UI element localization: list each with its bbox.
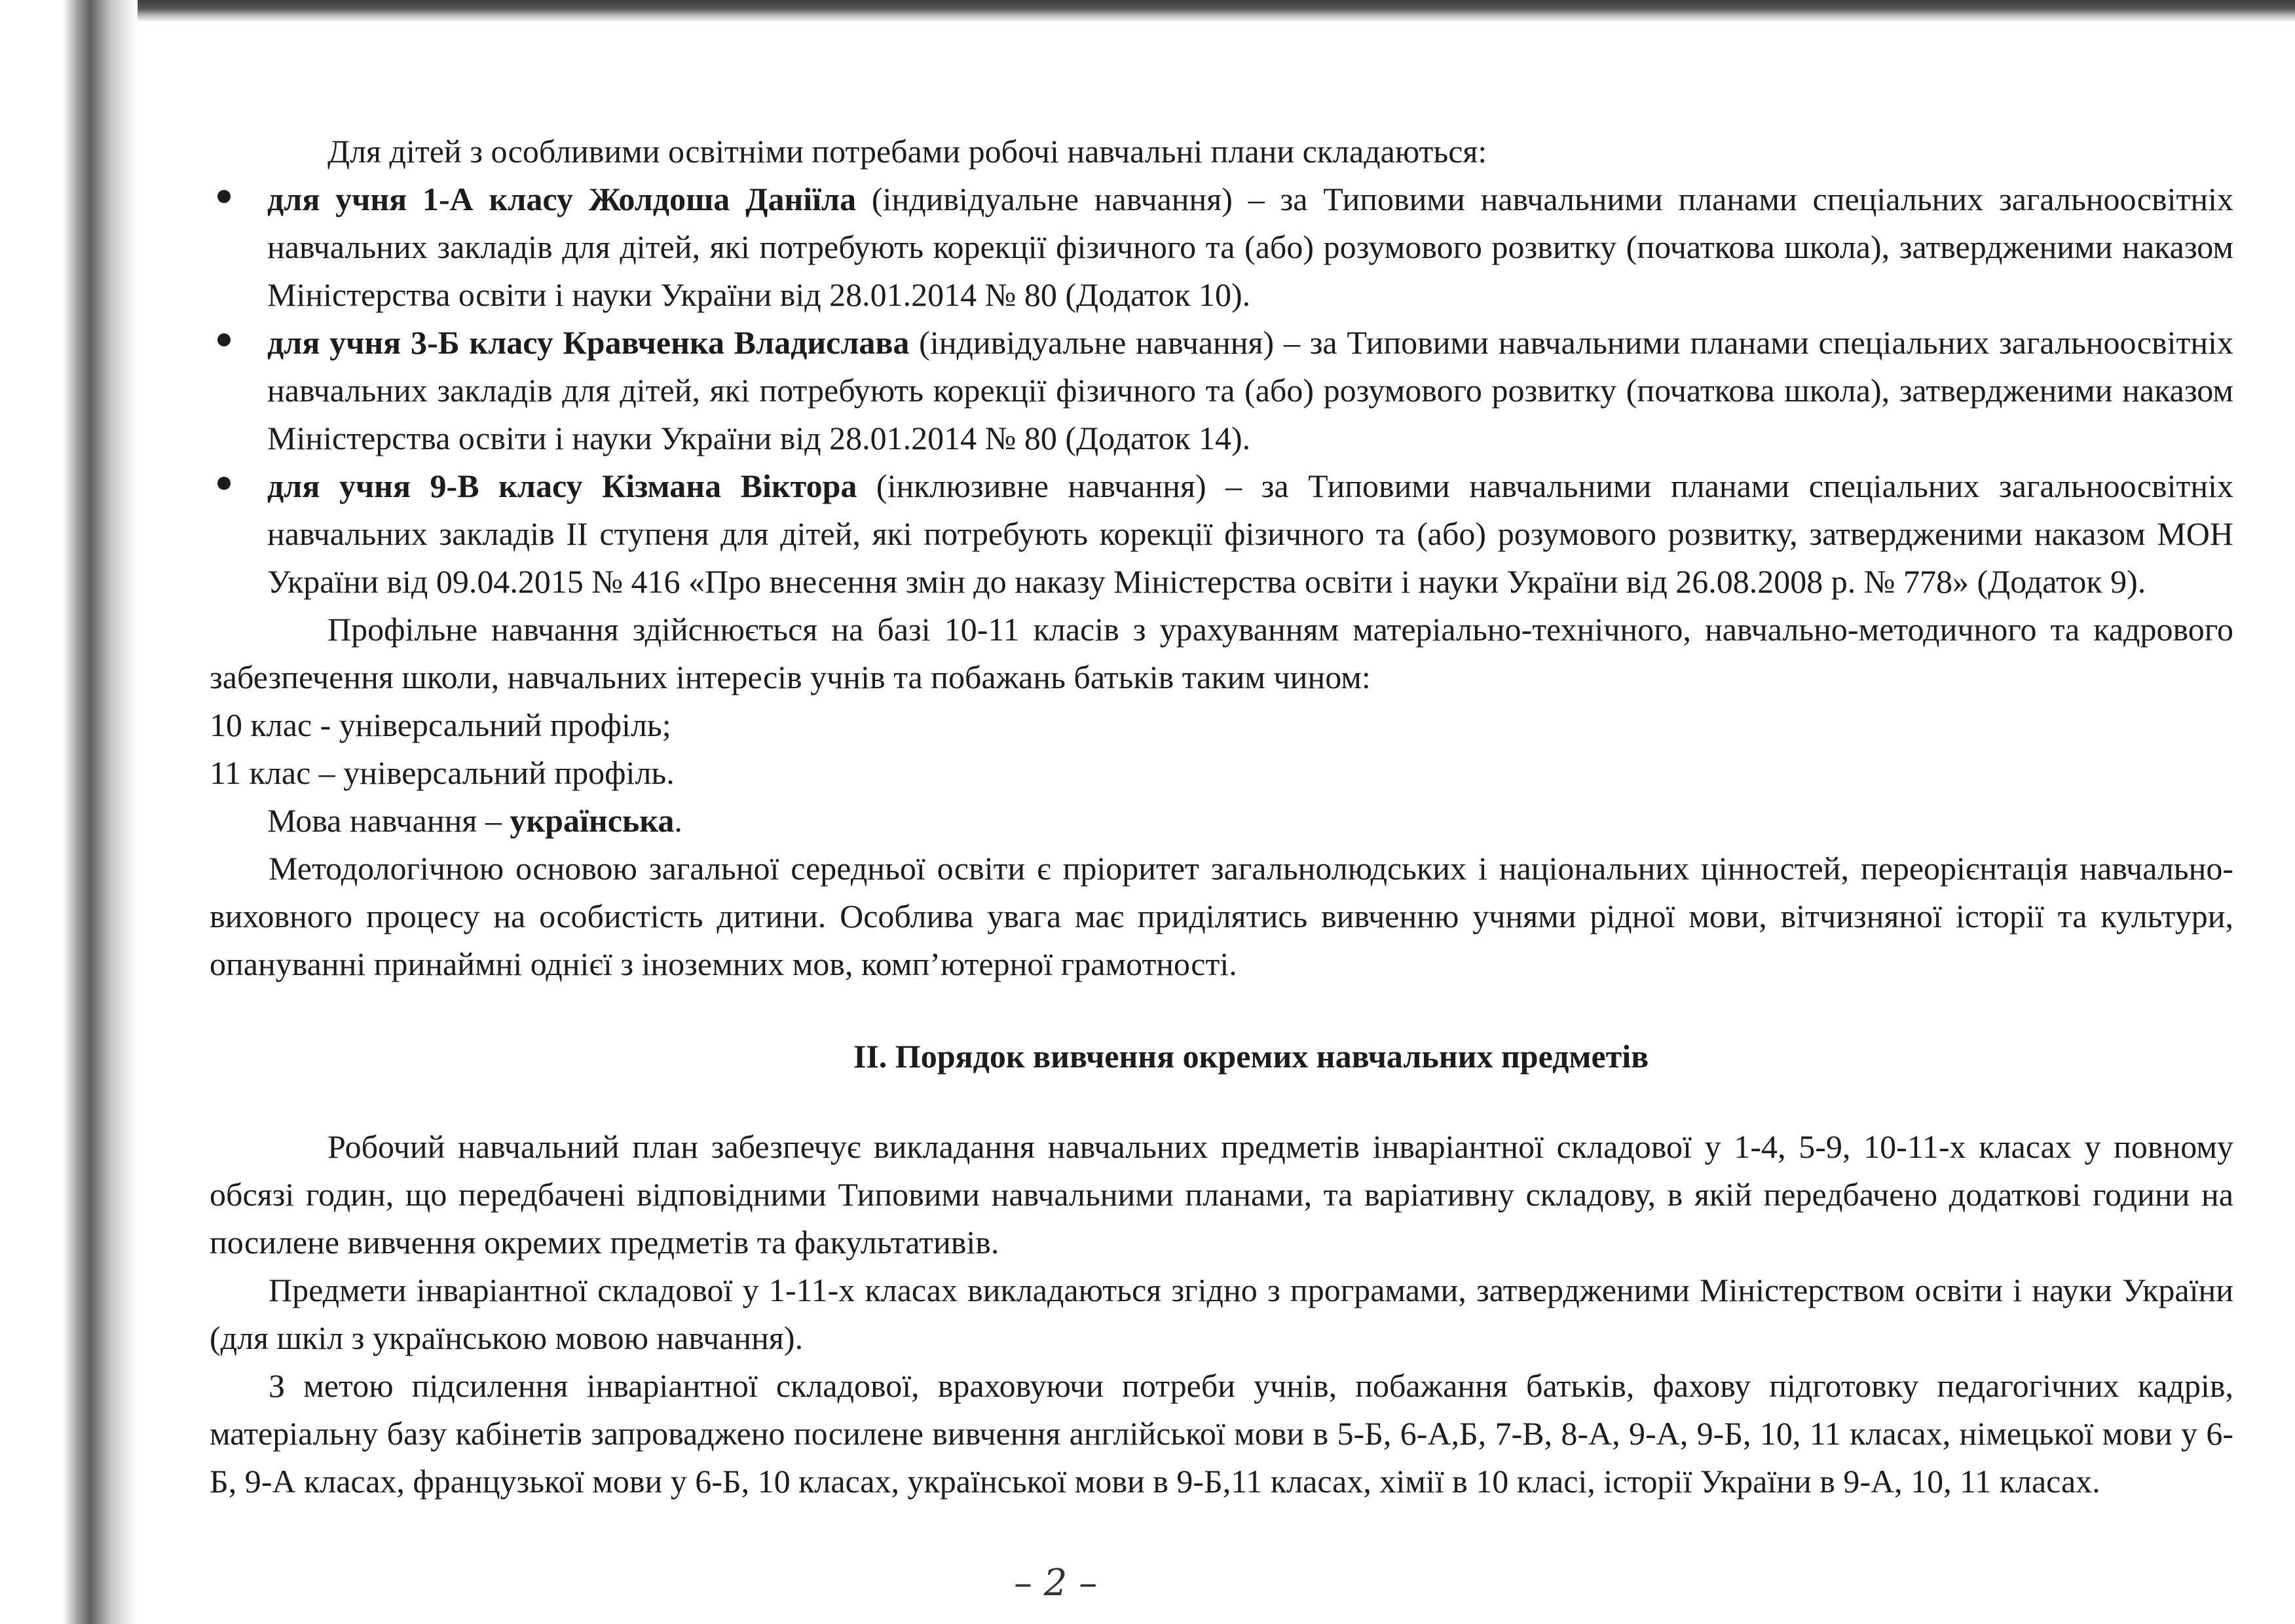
scan-top-edge	[0, 0, 2295, 22]
document-page	[210, 128, 2233, 1505]
intro-paragraph: Для дітей з особливими освітніми потребами робочі навчальні плани складаються:	[327, 133, 1487, 170]
list-item	[210, 462, 2233, 606]
language-label: Мова навчання –	[267, 802, 510, 839]
student-name: для учня 1-А класу Жолдоша Даніїла	[267, 181, 857, 217]
bullet-icon	[217, 190, 231, 203]
scan-binding-shadow	[0, 0, 138, 1624]
list-item-text: (інклюзивне навчання) – за Типовими навчальними планами спеціальних загальноосвітніх навчальних закладів ІІ ступеня для дітей, які потребують корекції фізичного та (або) розумового розвитку, затвердженими наказом МОН України від 09.04.2015 № 416 «Про внесення змін до наказу Міністерства освіти і науки України від 26.08.2008 р. № 778» (Додаток 9).	[267, 468, 2234, 600]
list-item	[210, 175, 2233, 319]
page-number: – 2 –	[1014, 1562, 1098, 1604]
section-heading: ІІ. Порядок вивчення окремих навчальних предметів	[853, 1038, 1649, 1075]
subjects-paragraph: Предмети інваріантної складової у 1-11-х класах викладаються згідно з програмами, затвердженими Міністерством освіти і науки України (для шкіл з українською мовою навчання).	[210, 1272, 2233, 1356]
class-11-line: 11 клас – універсальний профіль.	[210, 754, 675, 791]
plan-paragraph: Робочий навчальний план забезпечує викладання навчальних предметів інваріантної складової у 1-4, 5-9, 10-11-х класах у повному обсязі годин, що передбачені відповідними Типовими навчальними планами, та варіативну складову, в якій передбачено додаткові години на посилене вивчення окремих предметів та факультативів.	[210, 1128, 2233, 1261]
strengthening-paragraph: З метою підсилення інваріантної складової, враховуючи потреби учнів, побажання батьків, фахову підготовку педагогічних кадрів, матеріальну базу кабінетів запроваджено посилене вивчення англійської мови в 5-Б, 6-А,Б, 7-В, 8-А, 9-А, 9-Б, 10, 11 класах, німецької мови у 6-Б, 9-А класах, французької мови у 6-Б, 10 класах, української мови в 9-Б,11 класах, хімії в 10 класі, історії України в 9-А, 10, 11 класах.	[210, 1367, 2233, 1500]
special-needs-list	[210, 175, 2233, 606]
list-item-text: (індивідуальне навчання) – за Типовими навчальними планами спеціальних загальноосвітніх навчальних закладів для дітей, які потребують корекції фізичного та (або) розумового розвитку (початкова школа), затвердженими наказом Міністерства освіти і науки України від 28.01.2014 № 80 (Додаток 10).	[267, 181, 2233, 313]
list-item-text: (індивідуальне навчання) – за Типовими навчальними планами спеціальних загальноосвітніх навчальних закладів для дітей, які потребують корекції фізичного та (або) розумового розвитку (початкова школа), затвердженими наказом Міністерства освіти і науки України від 28.01.2014 № 80 (Додаток 14).	[267, 324, 2233, 456]
profile-paragraph: Профільне навчання здійснюється на базі 10-11 класів з урахуванням матеріально-технічного, навчально-методичного та кадрового забезпечення школи, навчальних інтересів учнів та побажань батьків таким чином:	[210, 611, 2233, 695]
language-value: українська	[510, 802, 675, 839]
student-name: для учня 9-В класу Кізмана Віктора	[267, 468, 857, 504]
bullet-icon	[217, 333, 231, 346]
bullet-icon	[217, 477, 231, 490]
language-end: .	[674, 802, 682, 839]
list-item	[210, 319, 2233, 462]
methodology-paragraph: Методологічною основою загальної середньої освіти є пріоритет загальнолюдських і національних цінностей, переорієнтація навчально-виховного процесу на особистість дитини. Особлива увага має приділятись вивченню учнями рідної мови, вітчизняної історії та культури, опануванні принаймні однієї з іноземних мов, комп’ютерної грамотності.	[210, 850, 2233, 982]
student-name: для учня 3-Б класу Кравченка Владислава	[267, 324, 910, 361]
class-10-line: 10 клас - універсальний профіль;	[210, 707, 671, 743]
language-line	[210, 797, 2233, 845]
